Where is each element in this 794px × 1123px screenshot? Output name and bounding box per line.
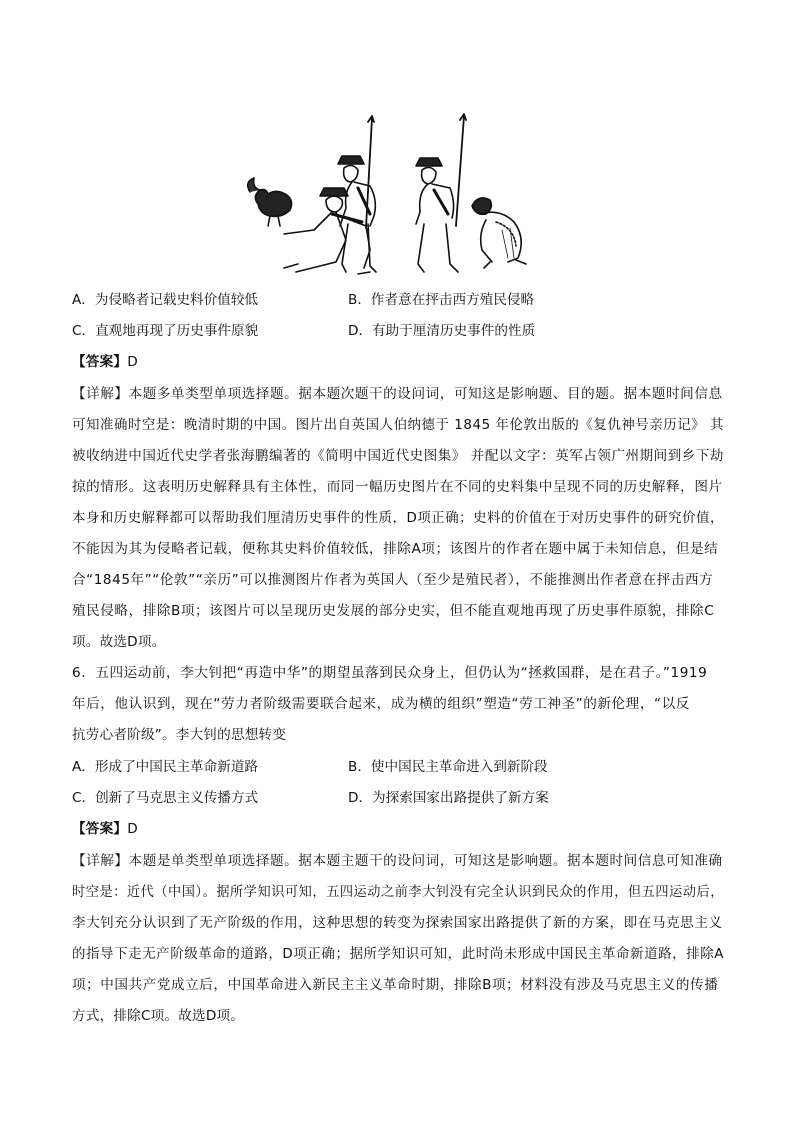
q5-option-d: D．有助于厘清历史事件的性质	[348, 323, 536, 339]
answer-label: 【答案】	[72, 821, 128, 837]
q5-detail-line: 可知准确时空是：晚清时期的中国。图片出自英国人伯纳德于 1845 年伦敦出版的《复仇神号亲历记》 其	[72, 417, 725, 433]
q6-option-b: B．使中国民主革命进入到新阶段	[348, 759, 548, 775]
q5-detail-line: 项。故选D项。	[72, 634, 166, 650]
soldier-figure-3	[416, 114, 466, 272]
q5-detail-line: 合“1845年”“伦敦”“亲历”可以推测图片作者为英国人（至少是殖民者），不能推测出作者意在抨击西方	[72, 572, 714, 588]
rooster-figure	[248, 178, 292, 226]
q6-stem-line: 年后，他认识到，现在“劳力者阶级需要联合起来，成为横的组织”塑造“劳工神圣”的新伦理，“以反	[72, 696, 690, 712]
q6-detail-line: 项；中国共产党成立后，中国革命进入新民主主义革命时期，排除B项；材料没有涉及马克思主义的传播	[72, 977, 719, 993]
soldier-figure-1	[284, 188, 370, 274]
q6-option-d: D．为探索国家出路提供了新方案	[348, 790, 549, 806]
q5-answer	[72, 352, 138, 372]
q6-stem-line: 6．五四运动前，李大钊把“再造中华”的期望虽落到民众身上，但仍认为“拯救国群，是在君子。”1919	[72, 665, 708, 681]
answer-label: 【答案】	[72, 354, 128, 370]
q5-detail-line: 被收纳进中国近代史学者张海鹏编著的《简明中国近代史图集》 并配以文字：英军占领广州期间到乡下劫	[72, 448, 725, 464]
q6-detail-line: 时空是：近代（中国）。据所学知识可知，五四运动之前李大钊没有完全认识到民众的作用，但五四运动后，	[72, 884, 725, 900]
q6-option-c: C．创新了马克思主义传播方式	[72, 790, 259, 806]
q6-detail-line: 李大钊充分认识到了无产阶级的作用，这种思想的转变为探索国家出路提供了新的方案，即在马克思主义	[72, 915, 723, 931]
answer-value: D	[127, 821, 138, 837]
q5-detail-line: 本身和历史解释都可以帮助我们厘清历史事件的性质，D项正确；史料的价值在于对历史事件的研究价值，	[72, 510, 724, 526]
villager-figure	[472, 198, 526, 268]
q6-stem-line: 抗劳心者阶级”。李大钊的思想转变	[72, 727, 287, 743]
q6-option-a: A．形成了中国民主革命新道路	[72, 759, 259, 775]
q5-detail-line: 不能因为其为侵略者记载，便称其史料价值较低，排除A项；该图片的作者在题中属于未知信息，但是结	[72, 541, 719, 557]
q5-option-b: B．作者意在抨击西方殖民侵略	[348, 292, 535, 308]
q5-option-a: A．为侵略者记载史料价值较低	[72, 292, 259, 308]
q6-detail-line: 【详解】本题是单类型单项选择题。据本题主题干的设问词，可知这是影响题。据本题时间信息可知准确	[72, 853, 723, 869]
q5-option-c: C．直观地再现了历史事件原貌	[72, 323, 259, 339]
answer-value: D	[127, 354, 138, 370]
q5-detail-line: 殖民侵略，排除B项；该图片可以呈现历史发展的部分史实，但不能直观地再现了历史事件原貌，排除C	[72, 603, 715, 619]
q6-detail-line: 方式，排除C项。故选D项。	[72, 1008, 245, 1024]
q6-detail-line: 的指导下走无产阶级革命的道路，D项正确；据所学知识可知，此时尚未形成中国民主革命新道路，排除A	[72, 946, 725, 962]
q5-detail-line: 【详解】本题多单类型单项选择题。据本题次题干的设问词，可知这是影响题、目的题。据本题时间信息	[72, 386, 723, 402]
q6-answer	[72, 819, 138, 839]
historical-illustration	[240, 112, 550, 280]
q5-detail-line: 掠的情形。这表明历史解释具有主体性，而同一幅历史图片在不同的史料集中呈现不同的历史解释，图片	[72, 479, 723, 495]
